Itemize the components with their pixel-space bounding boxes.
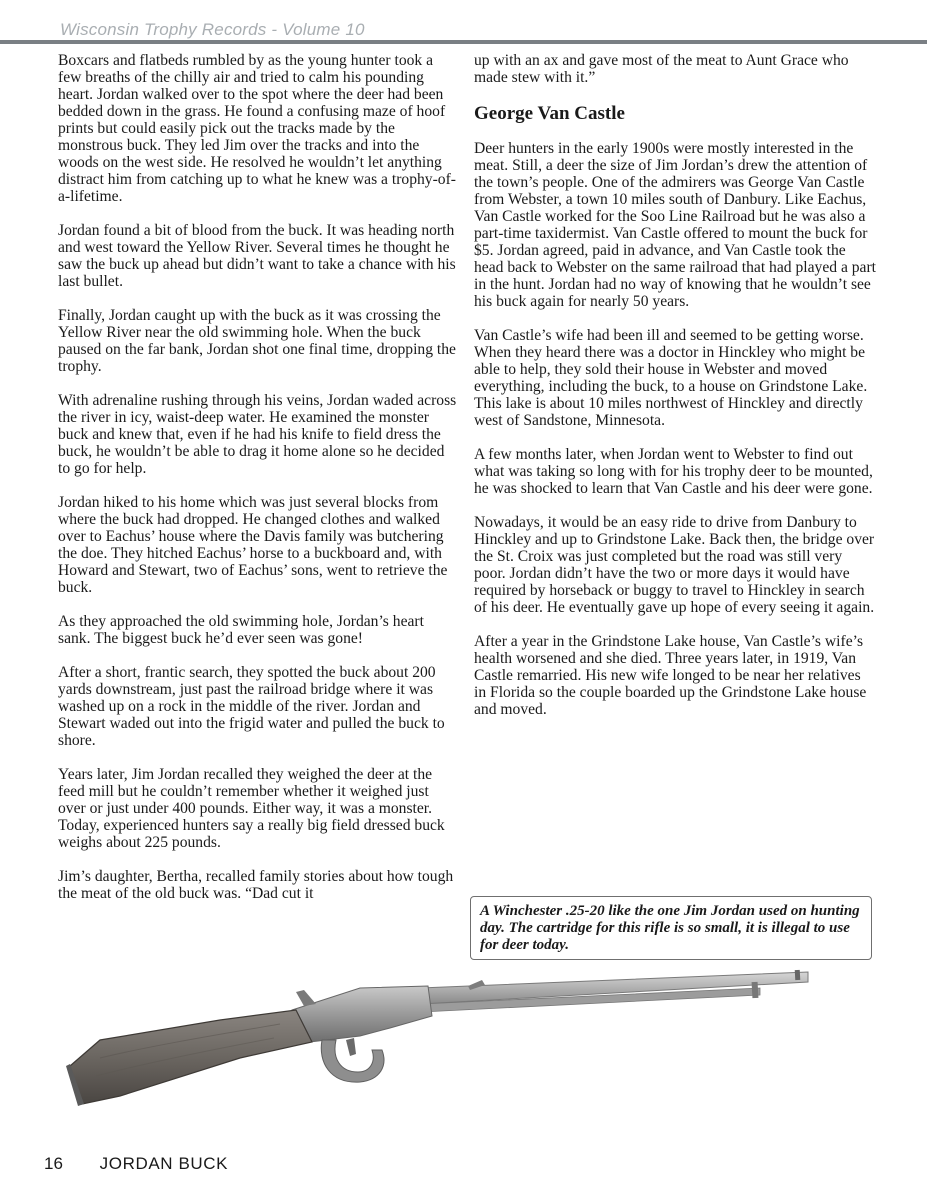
paragraph: A few months later, when Jordan went to Webster to find out what was taking so long with for his trophy deer to be mounted, he was shocked to learn that Van Castle and his deer were gone.	[474, 446, 873, 497]
paragraph: Boxcars and flatbeds rumbled by as the young hunter took a few breaths of the chilly air and tried to calm his pounding heart. Jordan walked over to the spot where the deer had been bedded down in the grass. He found a confusing maze of hoof prints but could easily pick out the tracks made by the monstrous buck. They led Jim over the tracks and into the woods on the west side. He resolved he wouldn’t let anything distract him from catching up to what he knew was a trophy-of-a-lifetime.	[58, 52, 456, 205]
paragraph: Finally, Jordan caught up with the buck as it was crossing the Yellow River near the old swimming hole. When the buck paused on the far bank, Jordan shot one final time, dropping the trophy.	[58, 307, 456, 375]
paragraph: As they approached the old swimming hole, Jordan’s heart sank. The biggest buck he’d ever seen was gone!	[58, 613, 424, 647]
header-title: Wisconsin Trophy Records - Volume 10	[60, 20, 365, 39]
left-column	[58, 52, 460, 919]
footer-section-title: JORDAN BUCK	[99, 1154, 229, 1173]
paragraph: With adrenaline rushing through his veins, Jordan waded across the river in icy, waist-deep water. He examined the monster buck and knew that, even if he had his knife to field dress the buck, he wouldn’t be able to drag it home alone so he decided to go for help.	[58, 392, 457, 477]
paragraph: After a short, frantic search, they spotted the buck about 200 yards downstream, just past the railroad bridge where it was washed up on a rock in the middle of the river. Jordan and Stewart waded out into the frigid water and pulled the buck to shore.	[58, 664, 445, 749]
header-rule	[0, 40, 927, 44]
paragraph: Nowadays, it would be an easy ride to drive from Danbury to Hinckley and up to Grindstone Lake. Back then, the bridge over the St. Croix was just completed but the road was still very poor. Jordan didn’t have the two or more days it would have required by horseback or buggy to travel to Hinckley in search of his deer. He eventually gave up hope of every seeing it again.	[474, 514, 875, 616]
paragraph: Van Castle’s wife had been ill and seemed to be getting worse. When they heard there was a doctor in Hinckley who might be able to help, they sold their house in Webster and moved everything, including the buck, to a house on Grindstone Lake. This lake is about 10 miles northwest of Hinckley and directly west of Sandstone, Minnesota.	[474, 327, 868, 429]
caption-text: A Winchester .25-20 like the one Jim Jordan used on hunting day. The cartridge for this rifle is so small, it is illegal to use for deer today.	[480, 903, 860, 953]
paragraph: Deer hunters in the early 1900s were mostly interested in the meat. Still, a deer the size of Jim Jordan’s drew the attention of the town’s people. One of the admirers was George Van Castle from Webster, a town 10 miles south of Danbury. Like Eachus, Van Castle worked for the Soo Line Railroad but he was also a part-time taxidermist. Van Castle offered to mount the buck for $5. Jordan agreed, paid in advance, and Van Castle took the head back to Webster on the same railroad that had played a part in the hunt. Jordan had no way of knowing that he wouldn’t see his buck again for nearly 50 years.	[474, 140, 877, 310]
winchester-rifle-illustration	[60, 958, 860, 1108]
caption-box	[470, 896, 872, 960]
section-heading: George Van Castle	[474, 103, 625, 124]
paragraph: Jordan found a bit of blood from the buck. It was heading north and west toward the Yellow River. Several times he thought he saw the buck up ahead but didn’t want to take a chance with his last bullet.	[58, 222, 456, 290]
paragraph: Jordan hiked to his home which was just several blocks from where the buck had dropped. He changed clothes and walked over to Eachus’ house where the Davis family was butchering the doe. They hitched Eachus’ horse to a buckboard and, with Howard and Stewart, two of Eachus’ sons, went to retrieve the buck.	[58, 494, 448, 596]
paragraph: Years later, Jim Jordan recalled they weighed the deer at the feed mill but he couldn’t remember whether it weighed just over or just under 400 pounds. Either way, it was a monster. Today, experienced hunters say a really big field dressed buck weighs about 225 pounds.	[58, 766, 445, 851]
paragraph: Jim’s daughter, Bertha, recalled family stories about how tough the meat of the old buck was. “Dad cut it	[58, 868, 454, 902]
page-footer	[44, 1154, 228, 1174]
page-number: 16	[44, 1154, 63, 1173]
paragraph: After a year in the Grindstone Lake house, Van Castle’s wife’s health worsened and she died. Three years later, in 1919, Van Castle remarried. His new wife longed to be near her relatives in Florida so the couple boarded up the Grindstone Lake house and moved.	[474, 633, 867, 718]
paragraph-continued: up with an ax and gave most of the meat to Aunt Grace who made stew with it.”	[474, 52, 849, 86]
right-column	[474, 52, 876, 735]
running-header	[0, 0, 927, 44]
